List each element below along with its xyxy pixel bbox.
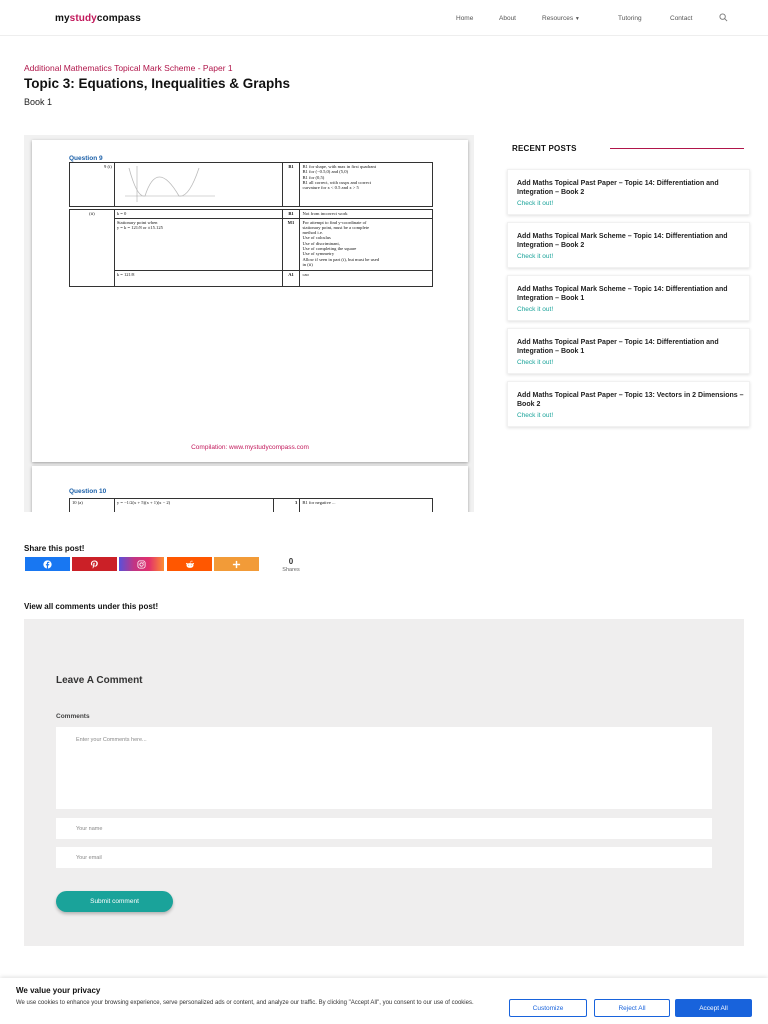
check-it-out-link[interactable]: Check it out! [517,306,554,313]
question-9-title: Question 9 [69,155,103,162]
q9ii-note-2-line: stationary point, must be a complete [302,224,370,230]
q9ii-answer-3: k = 121/8 [114,270,282,286]
cookie-text: We use cookies to enhance your browsing experience, serve personalized ads or content, and analyze our traffic. By clicking "Accept All", you consent to our use of cookies. [16,1000,474,1006]
breadcrumb[interactable]: Additional Mathematics Topical Mark Scheme - Paper 1 [24,63,233,73]
q9ii-number: (ii) [70,210,115,286]
page-title: Topic 3: Equations, Inequalities & Graphs [24,76,291,91]
nav-about[interactable]: About [499,15,516,22]
recent-posts-heading: RECENT POSTS [512,144,577,153]
logo-prefix: my [55,13,70,24]
document-viewer[interactable] [24,135,474,512]
recent-post-card[interactable] [507,328,750,374]
check-it-out-link[interactable]: Check it out! [517,412,554,419]
accept-all-button[interactable]: Accept All [675,999,752,1017]
q9i-note-5: curvature for x < 0.5 and x > 5 [302,185,359,191]
comments-label: Comments [56,713,90,720]
q9ii-answer-2a: Stationary point when [116,219,158,225]
recent-post-card[interactable] [507,169,750,215]
recent-post-card[interactable] [507,275,750,321]
q9ii-mark-2: M1 [282,218,300,270]
q9ii-answer-2 [114,218,282,270]
recent-post-title[interactable]: Add Maths Topical Mark Scheme – Topic 14: Differentiation and Integration – Book 1 [517,286,728,302]
q9ii-answer-1: k = 0 [114,210,282,218]
q9i-notes [300,163,433,207]
share-facebook-button[interactable] [25,557,70,571]
q9i-note-1: B1 for shape, with max in first quadrant [302,164,376,169]
comment-form-title: Leave A Comment [56,675,143,686]
instagram-icon [137,560,146,569]
share-instagram-button[interactable] [119,557,164,571]
graph-sketch [117,164,217,204]
share-count-label: Shares [282,567,300,573]
cookie-banner [0,978,768,1024]
recent-post-card[interactable] [507,381,750,427]
q9ii-note-1: Not from incorrect work [300,210,433,218]
question-10-title: Question 10 [69,488,107,495]
document-page-1 [32,140,468,462]
nav-resources[interactable] [542,15,580,22]
q10a-number: 10 (a) [70,499,115,513]
mark-scheme-table-q9 [69,162,433,287]
q9ii-note-2-line: Allow if seen in part (i), but must be used [302,256,380,262]
share-count [276,557,306,573]
q9i-graph [114,163,282,207]
nav-home[interactable]: Home [456,15,474,22]
q10a-answer: y = −1/2(x + 5)(x + 1)(x − 2) [114,499,274,513]
document-footer: Compilation: www.mystudycompass.com [191,444,309,451]
logo-accent: study [69,13,97,24]
q9ii-note-2 [300,218,433,270]
q9i-mark: B1 [282,163,300,207]
pinterest-icon [90,560,99,569]
logo-suffix: compass [96,13,141,24]
recent-posts-divider [610,148,744,149]
share-pinterest-button[interactable] [72,557,117,571]
q9ii-note-2-line: Use of completing the square [302,246,357,252]
email-input[interactable] [56,847,712,868]
q10a-note: B1 for negative ... [300,499,433,513]
q9ii-note-2-line: For attempt to find y-coordinate of [302,219,367,225]
chevron-down-icon: ▼ [574,16,580,22]
q9i-number: 9 (i) [70,163,115,207]
document-page-2 [32,466,468,512]
facebook-icon [43,560,52,569]
q9ii-note-2-line: Use of discriminant, [302,240,340,246]
site-header [0,0,768,36]
page-subtitle: Book 1 [24,97,53,107]
customize-button[interactable]: Customize [509,999,587,1017]
comment-textarea[interactable] [56,727,712,809]
check-it-out-link[interactable]: Check it out! [517,359,554,366]
recent-post-card[interactable] [507,222,750,268]
submit-comment-button[interactable]: Submit comment [56,891,173,912]
q9i-note-4: B1 all correct, with cusps and correct [302,179,371,185]
q9i-note-2: B1 for (−0.5,0) and (5,0) [302,169,349,175]
q9ii-answer-2b: y = k = 121/8 or ±15.125 [116,224,163,230]
q9ii-note-2-line: Use of calculus [302,235,331,241]
share-count-number: 0 [288,557,294,566]
share-reddit-button[interactable] [167,557,212,571]
nav-contact[interactable]: Contact [670,15,693,22]
recent-post-title[interactable]: Add Maths Topical Past Paper – Topic 13: Vectors in 2 Dimensions – Book 2 [517,392,744,408]
mark-scheme-table-q10 [69,498,433,512]
q9ii-note-2-line: Use of symmetry [302,251,335,257]
q9ii-mark-1: B1 [282,210,300,218]
search-icon[interactable] [719,13,728,22]
recent-post-title[interactable]: Add Maths Topical Mark Scheme – Topic 14: Differentiation and Integration – Book 2 [517,233,728,249]
nav-resources-label: Resources [542,15,574,22]
reddit-icon [185,560,195,569]
recent-post-title[interactable]: Add Maths Topical Past Paper – Topic 14: Differentiation and Integration – Book 2 [517,180,719,196]
cookie-title: We value your privacy [16,986,101,995]
q9ii-note-2-line: method i.e. [302,230,324,236]
nav-tutoring[interactable]: Tutoring [618,15,642,22]
view-all-comments-link[interactable]: View all comments under this post! [24,602,159,611]
q9i-note-3: B1 for (0,5) [302,174,325,180]
share-more-button[interactable] [214,557,259,571]
check-it-out-link[interactable]: Check it out! [517,253,554,260]
share-label: Share this post! [24,544,85,553]
name-input[interactable] [56,818,712,839]
reject-all-button[interactable]: Reject All [594,999,670,1017]
comment-form [24,619,744,946]
q9ii-note-3: cao [300,270,433,286]
plus-icon [232,560,241,569]
recent-post-title[interactable]: Add Maths Topical Past Paper – Topic 14: Differentiation and Integration – Book 1 [517,339,719,355]
site-logo[interactable] [55,13,141,24]
q9ii-mark-3: A1 [282,270,300,286]
q10a-mark: 3 [274,499,300,513]
q9ii-note-2-line: in (ii) [302,261,313,267]
check-it-out-link[interactable]: Check it out! [517,200,554,207]
